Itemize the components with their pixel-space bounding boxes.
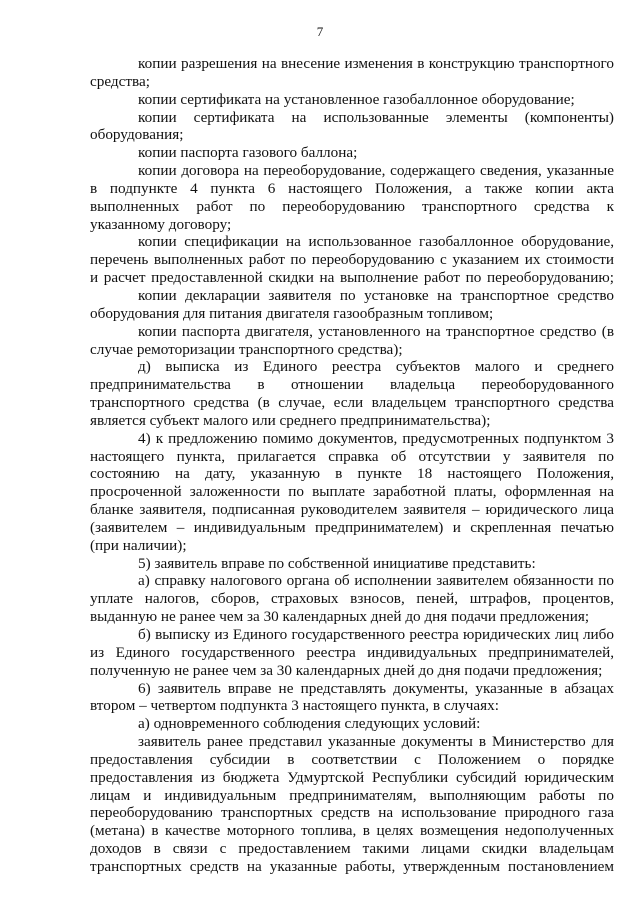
text-line: указанному договору; — [90, 215, 232, 233]
text-line: д) выписка из Единого реестра субъектов малого и среднего — [138, 358, 614, 376]
text-line: а) одновременного соблюдения следующих условий: — [138, 715, 481, 733]
text-line: копии договора на переоборудование, содержащего сведения, указанные — [138, 162, 614, 180]
text-line: и расчет предоставленной скидки на выполнение работ по переоборудованию; — [90, 269, 614, 287]
text-line: копии сертификата на использованные элементы (компоненты) — [138, 108, 614, 126]
text-line: копии разрешения на внесение изменения в конструкцию транспортного — [138, 55, 614, 72]
text-line: оборудования; — [90, 126, 184, 144]
text-line: перечень выполненных работ по переоборудованию с указанием их стоимости — [90, 251, 614, 269]
text-line: выполненных работ по переоборудованию транспортного средства к — [90, 197, 614, 215]
text-line: в подпункте 4 пункта 6 настоящего Положения, а также копии акта — [90, 179, 614, 197]
text-line: полученную не ранее чем за 30 календарных дней до дня подачи предложения; — [90, 661, 603, 679]
text-line: (заявителем – индивидуальным предпринимателем) и скрепленная печатью — [90, 518, 614, 536]
text-line: просроченной заложенности по выплате заработной платы, оформленная на — [90, 483, 614, 501]
text-line: 5) заявитель вправе по собственной инициативе представить: — [138, 554, 536, 572]
text-line: выданную не ранее чем за 30 календарных дней до дня подачи предложения; — [90, 608, 590, 626]
text-line: 4) к предложению помимо документов, предусмотренных подпунктом 3 — [138, 429, 614, 447]
text-line: оборудования для питания двигателя газообразным топливом; — [90, 304, 494, 322]
text-line: транспортного средства (в случае, если владельцем транспортного средства — [90, 394, 614, 412]
text-line: копии паспорта газового баллона; — [138, 144, 358, 162]
text-line: из Единого государственного реестра индивидуальных предпринимателей, — [90, 643, 614, 661]
text-line: настоящего пункта, прилагается справка об отсутствии у заявителя по — [90, 447, 614, 465]
text-line: транспортных средств на указанные работы, утвержденным постановлением — [90, 857, 614, 875]
text-line: заявитель ранее представил указанные документы в Министерство для — [138, 733, 614, 751]
text-line: втором – четвертом подпункта 3 настоящего пункта, в случаях: — [90, 697, 499, 715]
text-line: а) справку налогового органа об исполнении заявителем обязанности по — [138, 572, 614, 590]
text-line: доходов в связи с предоставлением такими лицами скидки владельцам — [90, 840, 614, 858]
text-line: состоянию на дату, указанную в пункте 18 настоящего Положения, — [90, 465, 614, 483]
text-line: переоборудованию транспортных средств на использование природного газа — [90, 804, 614, 822]
text-line: лицам и индивидуальным предпринимателям, выполняющим работы по — [90, 786, 614, 804]
text-line: случае ремоторизации транспортного средства); — [90, 340, 403, 358]
text-line: предоставления субсидии в соответствии с Положением о порядке — [90, 750, 614, 768]
text-line: копии паспорта двигателя, установленного на транспортное средство (в — [138, 322, 614, 340]
text-line: предоставления из бюджета Удмуртской Республики субсидий юридическим — [90, 768, 614, 786]
text-line: уплате налогов, сборов, страховых взносов, пеней, штрафов, процентов, — [90, 590, 614, 608]
text-line: предпринимательства в отношении владельца переоборудованного — [90, 376, 614, 394]
text-line: б) выписку из Единого государственного реестра юридических лиц либо — [138, 626, 614, 643]
text-line: 6) заявитель вправе не представлять документы, указанные в абзацах — [138, 679, 614, 697]
text-line: копии сертификата на установленное газобаллонное оборудование; — [138, 90, 575, 108]
text-line: копии декларации заявителя по установке на транспортное средство — [138, 286, 614, 304]
text-line: копии спецификации на использованное газобаллонное оборудование, — [138, 233, 614, 251]
text-line: бланке заявителя, подписанная руководителем заявителя – юридического лица — [90, 501, 614, 519]
text-line: средства; — [90, 72, 150, 90]
text-line: является субъект малого или среднего предпринимательства); — [90, 411, 491, 429]
text-line: (при наличии); — [90, 536, 187, 554]
page-number: 7 — [316, 24, 324, 39]
document-body — [90, 55, 614, 876]
text-line: (метана) в качестве моторного топлива, в целях возмещения недополученных — [90, 822, 614, 840]
